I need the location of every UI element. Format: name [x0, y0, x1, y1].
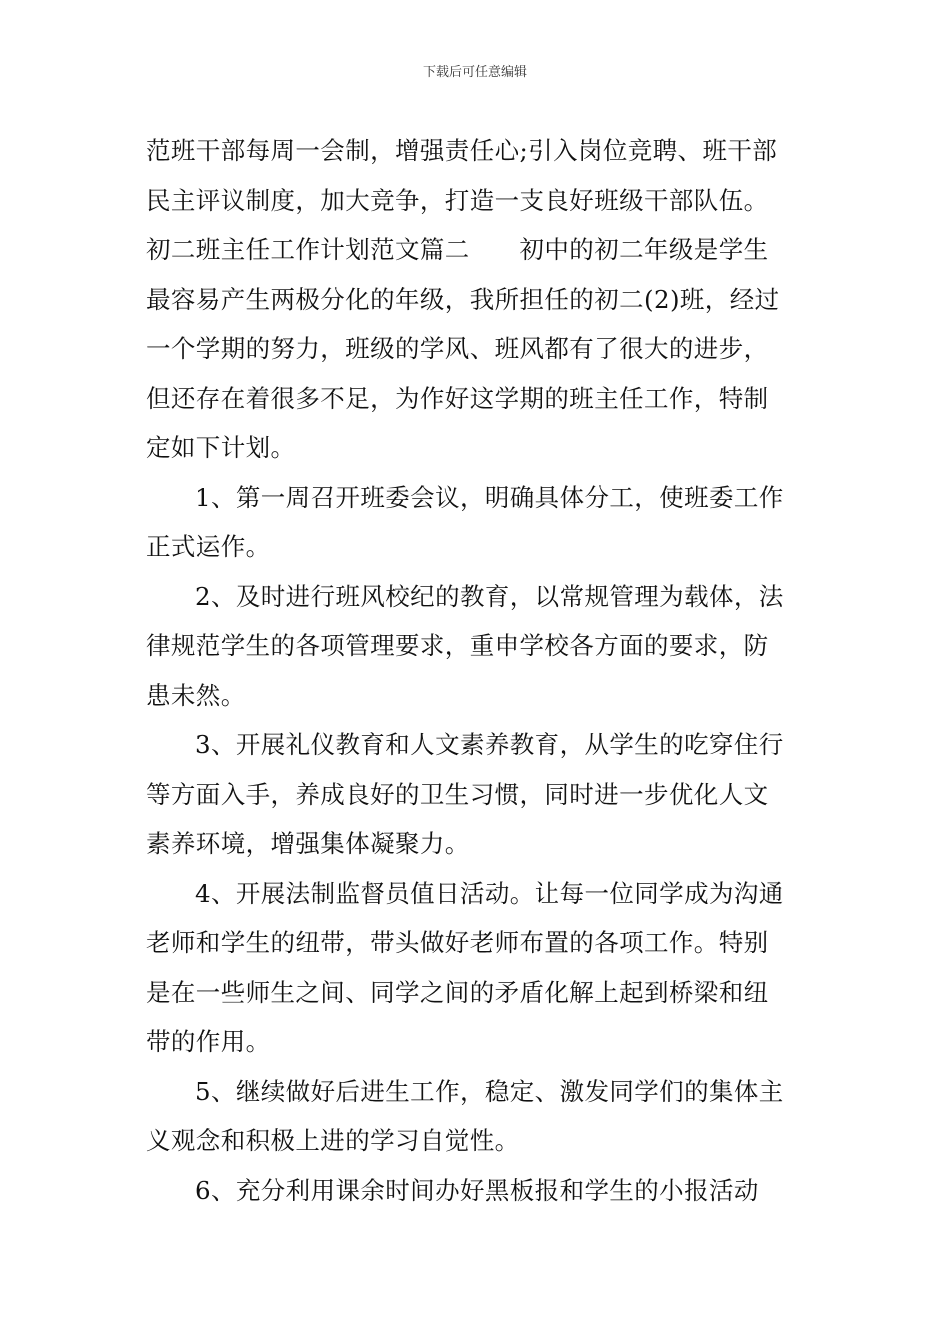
text-line: 初二班主任工作计划范文篇二 初中的初二年级是学生: [146, 235, 769, 264]
text-line: 义观念和积极上进的学习自觉性。: [146, 1126, 520, 1155]
page-header-note: 下载后可任意编辑: [422, 65, 527, 80]
text-line: 但还存在着很多不足，为作好这学期的班主任工作，特制: [146, 383, 769, 413]
text-line: 素养环境，增强集体凝聚力。: [146, 829, 470, 858]
text-line: 范班干部每周一会制，增强责任心;引入岗位竞聘、班干部: [146, 136, 778, 165]
text-line: 带的作用。: [146, 1027, 271, 1056]
list-item-5-line: 5、继续做好后进生工作，稳定、激发同学们的集体主: [195, 1076, 784, 1106]
text-line: 定如下计划。: [146, 433, 296, 462]
text-line: 律规范学生的各项管理要求，重申学校各方面的要求，防: [146, 631, 769, 660]
text-line: 民主评议制度，加大竞争，打造一支良好班级干部队伍。: [146, 185, 769, 215]
text-line: 老师和学生的纽带，带头做好老师布置的各项工作。特别: [146, 928, 769, 957]
document-body: [146, 126, 810, 1215]
list-item-6-line: 6、充分利用课余时间办好黑板报和学生的小报活动: [195, 1175, 759, 1205]
list-item-1-line: 1、第一周召开班委会议，明确具体分工，使班委工作: [195, 482, 784, 512]
list-item-4-line: 4、开展法制监督员值日活动。让每一位同学成为沟通: [195, 878, 784, 908]
list-item-2-line: 2、及时进行班风校纪的教育，以常规管理为载体，法: [195, 581, 784, 611]
list-item-3-line: 3、开展礼仪教育和人文素养教育，从学生的吃穿住行: [195, 730, 784, 759]
text-line: 一个学期的努力，班级的学风、班风都有了很大的进步，: [146, 334, 769, 363]
text-line: 是在一些师生之间、同学之间的矛盾化解上起到桥梁和纽: [146, 977, 769, 1007]
text-line: 患未然。: [146, 680, 246, 710]
text-line: 等方面入手，养成良好的卫生习惯，同时进一步优化人文: [146, 779, 769, 809]
text-line: 最容易产生两极分化的年级，我所担任的初二(2)班，经过: [146, 284, 780, 314]
text-line: 正式运作。: [146, 532, 271, 561]
